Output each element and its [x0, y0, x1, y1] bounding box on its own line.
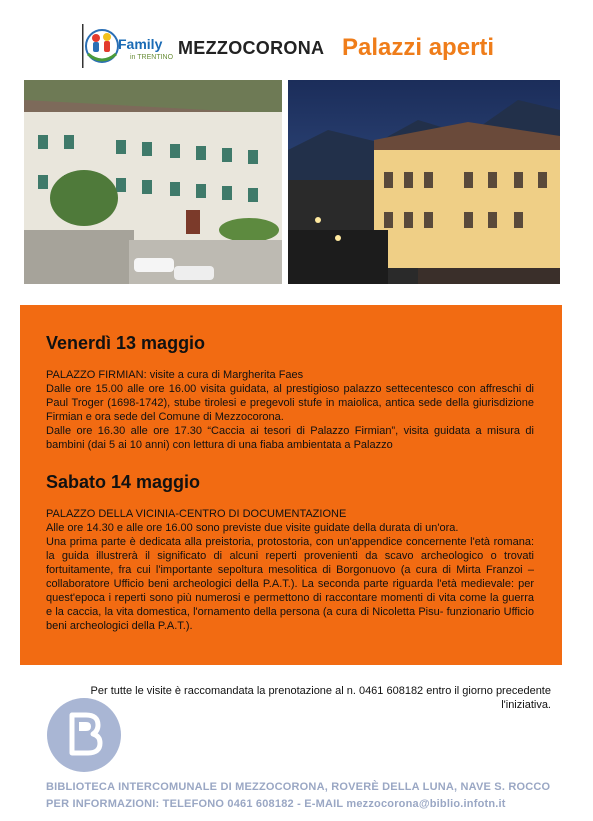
page-title: Palazzi aperti — [342, 34, 495, 61]
event-description: Dalle ore 15.00 alle ore 16.00 visita guidata, al prestigioso palazzo settecentesco con affreschi di Paul Troger (1698-1742), stube tirolesi e pregevoli stufe in maiolica, antica sede della giurisdizione Firmian e ora sede del Comune di Mezzocorona. — [46, 383, 534, 423]
event-day-title: Sabato 14 maggio — [46, 472, 201, 492]
event-description: Una prima parte è dedicata alla preistoria, protostoria, con un'appendice concernente l'età romana: la guida illustrerà il significato di alcuni reperti provenienti da scavo archeologico o trovati fortuitamente, fra cui l'importante sepoltura mesolitica di Borgonuovo (a cura di Mirta Franzoi –collaboratore Ufficio beni archeologici della P.A.T.). La seconda parte riguarda l'età medievale: per quest'epoca i reperti sono più numerosi e permettono di raccontare momenti di vita come la guerra e la caccia, la vita domestica, l'ornamento della persona (a cura di Nicoletta Pisu- funzionario Ufficio beni archeologici della P.A.T.). — [46, 536, 534, 632]
event-place: PALAZZO FIRMIAN: visite a cura di Margherita Faes — [46, 369, 304, 381]
event-friday — [46, 333, 534, 452]
header — [80, 22, 560, 72]
footer-contact-info: PER INFORMAZIONI: TELEFONO 0461 608182 - E-MAIL mezzocorona@biblio.infotn.it — [46, 798, 506, 810]
palazzo-firmian-daytime-photo — [24, 80, 282, 284]
event-description: Alle ore 14.30 e alle ore 16.00 sono previste due visite guidate della durata di un'ora. — [46, 522, 459, 534]
palazzo-night-photo — [288, 80, 560, 284]
library-b-logo-icon — [46, 697, 122, 773]
booking-note: Per tutte le visite è raccomandata la prenotazione al n. 0461 608182 entro il giorno precedente l'iniziativa. — [90, 685, 551, 711]
town-name: MEZZOCORONA — [178, 38, 325, 58]
logo-sub-text: in TRENTINO — [130, 54, 174, 61]
event-description: Dalle ore 16.30 alle ore 17.30 “Caccia ai tesori di Palazzo Firmian”, visita guidata a misura di bambini (dai 5 ai 10 anni) con lettura di una fiaba ambientata a Palazzo — [46, 425, 534, 451]
logo-brand-text: Family — [118, 36, 163, 52]
family-figures-icon — [80, 24, 120, 70]
event-place: PALAZZO DELLA VICINIA-CENTRO DI DOCUMENTAZIONE — [46, 508, 347, 520]
event-day-title: Venerdì 13 maggio — [46, 333, 206, 353]
event-saturday — [46, 472, 534, 633]
events-panel — [20, 305, 562, 665]
footer-library-name: BIBLIOTECA INTERCOMUNALE DI MEZZOCORONA, ROVERÈ DELLA LUNA, NAVE S. ROCCO — [46, 781, 551, 793]
family-in-trentino-logo — [80, 24, 176, 70]
